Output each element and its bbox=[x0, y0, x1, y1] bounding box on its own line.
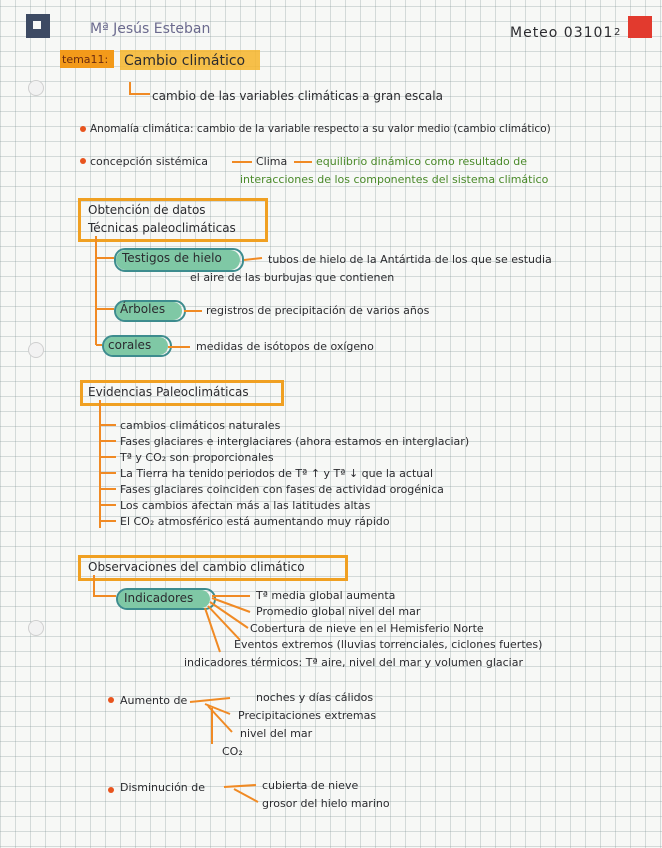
indicador-item: Tª media global aumenta bbox=[256, 589, 396, 602]
aumento-item: CO₂ bbox=[222, 745, 243, 758]
disminucion-item: cubierta de nieve bbox=[262, 779, 359, 792]
disminucion-item: grosor del hielo marino bbox=[262, 797, 390, 810]
indicador-item: Cobertura de nieve en el Hemisferio Norte bbox=[250, 622, 484, 635]
page-title: Cambio climático bbox=[124, 53, 246, 69]
aumento-item: noches y días cálidos bbox=[256, 691, 374, 704]
aumento-item: nivel del mar bbox=[240, 727, 313, 740]
concepcion-def-1: equilibrio dinámico como resultado de bbox=[316, 155, 528, 168]
evidencia-item: El CO₂ atmosférico está aumentando muy rápido bbox=[120, 515, 390, 528]
observaciones-title: Observaciones del cambio climático bbox=[88, 560, 305, 574]
obtencion-title: Obtención de datos bbox=[88, 203, 206, 217]
concepcion-label: concepción sistémica bbox=[90, 155, 209, 168]
evidencia-item: Fases glaciares coinciden con fases de actividad orogénica bbox=[120, 483, 444, 496]
evidencia-item: Los cambios afectan más a las latitudes altas bbox=[120, 499, 371, 512]
indicador-item: Eventos extremos (lluvias torrenciales, ciclones fuertes) bbox=[234, 638, 543, 651]
page-number: 2 bbox=[614, 27, 621, 38]
course-code: Meteo 03101 bbox=[510, 25, 614, 41]
evidencia-item: La Tierra ha tenido periodos de Tª ↑ y Tª ↓ que la actual bbox=[120, 467, 434, 480]
aumento-item: Precipitaciones extremas bbox=[238, 709, 377, 722]
indicador-item: indicadores térmicos: Tª aire, nivel del mar y volumen glaciar bbox=[184, 656, 523, 669]
corales-desc: medidas de isótopos de oxígeno bbox=[196, 340, 374, 353]
author-name: Mª Jesús Esteban bbox=[90, 21, 211, 37]
clima-label: Clima bbox=[256, 155, 288, 168]
evidencia-item: Tª y CO₂ son proporcionales bbox=[120, 451, 274, 464]
indicador-item: Promedio global nivel del mar bbox=[256, 605, 421, 618]
evidencia-item: cambios climáticos naturales bbox=[120, 419, 281, 432]
evidencias-title: Evidencias Paleoclimáticas bbox=[88, 385, 249, 399]
arboles-desc: registros de precipitación de varios años bbox=[206, 304, 430, 317]
disminucion-label: Disminución de bbox=[120, 781, 206, 794]
testigos-label: Testigos de hielo bbox=[122, 251, 222, 265]
corales-label: corales bbox=[108, 338, 152, 352]
evidencia-item: Fases glaciares e interglaciares (ahora estamos en interglaciar) bbox=[120, 435, 470, 448]
anomalia-text: Anomalía climática: cambio de la variable respecto a su valor medio (cambio climático) bbox=[90, 123, 551, 135]
testigos-desc-2: el aire de las burbujas que contienen bbox=[190, 271, 395, 284]
concepcion-def-2: interacciones de los componentes del sistema climático bbox=[240, 173, 549, 186]
testigos-desc-1: tubos de hielo de la Antártida de los que se estudia bbox=[268, 253, 552, 266]
aumento-label: Aumento de bbox=[120, 694, 188, 707]
arboles-label: Árboles bbox=[120, 302, 166, 316]
topic-tag: tema11: bbox=[62, 53, 109, 66]
definition: cambio de las variables climáticas a gran escala bbox=[152, 89, 443, 103]
indicadores-label: Indicadores bbox=[124, 591, 194, 605]
tecnicas-title: Técnicas paleoclimáticas bbox=[88, 221, 236, 235]
